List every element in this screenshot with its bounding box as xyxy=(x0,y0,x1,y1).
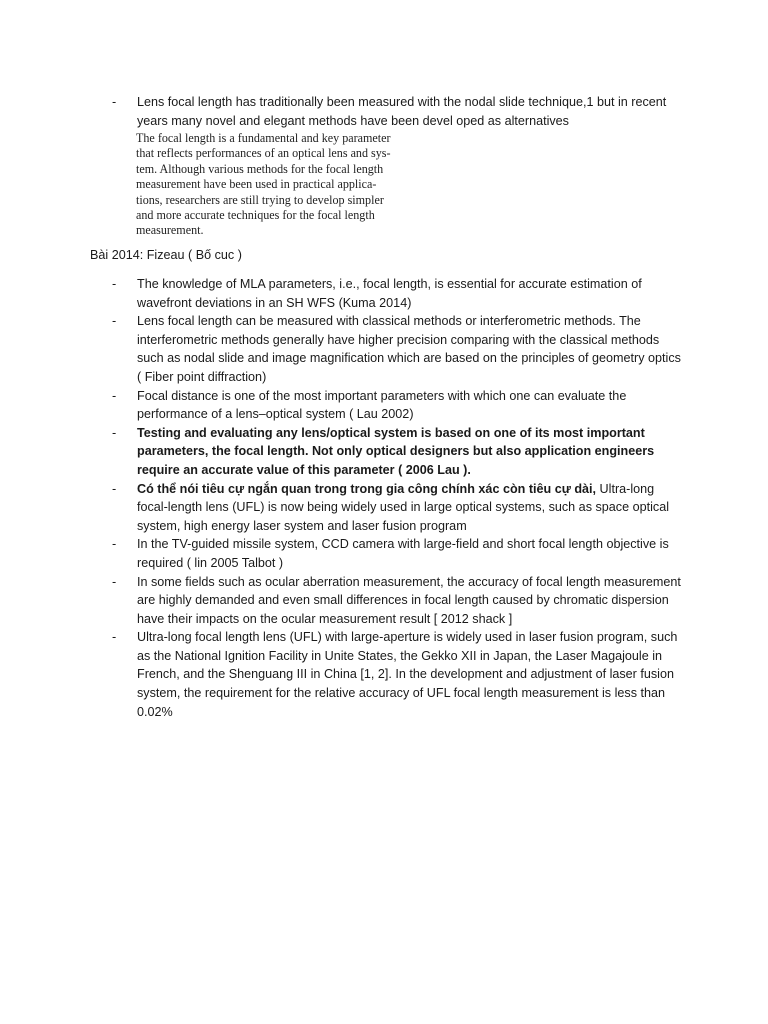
list-item-text: Focal distance is one of the most important parameters with which one can evaluate the performance of a lens–optical system ( Lau 2002) xyxy=(137,388,627,422)
list-item xyxy=(112,387,682,424)
excerpt-line: The focal length is a fundamental and key parameter xyxy=(136,131,391,145)
list-item-text: In some fields such as ocular aberration measurement, the accuracy of focal length measurement are highly demanded and even small differences in focal length caused by chromatic dispersion have their impacts on the ocular measurement result [ 2012 shack ] xyxy=(137,574,681,626)
list-item xyxy=(112,424,682,480)
excerpt-line: measurement have been used in practical applica- xyxy=(136,177,377,192)
excerpt-line: tions, researchers are still trying to develop simpler xyxy=(136,192,384,207)
intro-list xyxy=(112,93,682,130)
bullet-dash: - xyxy=(112,630,117,645)
excerpt-line: that reflects performances of an optical lens and sys- xyxy=(136,146,391,161)
list-item-text: Ultra-long focal-length lens (UFL) is now being widely used in large optical systems, such as space optical system, high energy laser system and laser fusion program xyxy=(137,481,669,533)
list-item xyxy=(112,628,682,721)
list-item xyxy=(112,93,682,130)
bullet-dash: - xyxy=(112,574,117,589)
list-item xyxy=(112,275,682,312)
bullet-dash: - xyxy=(112,537,117,552)
bullet-dash: - xyxy=(112,425,117,440)
quoted-excerpt-image xyxy=(136,131,436,239)
list-item xyxy=(112,480,682,536)
bullet-dash: - xyxy=(112,388,117,403)
list-item xyxy=(112,573,682,629)
excerpt-line: measurement. xyxy=(136,223,204,238)
list-item xyxy=(112,535,682,572)
bullet-dash: - xyxy=(112,95,117,109)
list-item-text: In the TV-guided missile system, CCD camera with large-field and short focal length objective is required ( lin 2005 Talbot ) xyxy=(137,537,669,570)
bullet-dash: - xyxy=(112,314,117,329)
list-item xyxy=(112,312,682,386)
bullet-dash: - xyxy=(112,277,117,291)
list-item-text: Lens focal length has traditionally been measured with the nodal slide technique,1 but in recent years many novel and elegant methods have been devel oped as alternatives xyxy=(137,95,667,128)
excerpt-line: and more accurate techniques for the focal length xyxy=(136,208,375,223)
list-item-bold-text: Có thể nói tiêu cự ngắn quan trong trong gia công chính xác còn tiêu cự dài, xyxy=(137,481,597,496)
section-heading: Bài 2014: Fizeau ( Bố cuc ) xyxy=(90,248,242,262)
excerpt-line: tem. Although various methods for the focal length xyxy=(136,161,384,176)
main-list xyxy=(112,275,682,721)
list-item-bold-text: Testing and evaluating any lens/optical system is based on one of its most important parameters, the focal length. Not only optical designers but also application engineers require an accurate value of this parameter ( 2006 Lau ). xyxy=(137,425,655,477)
list-item-text: Lens focal length can be measured with classical methods or interferometric methods. The interferometric methods generally have higher precision comparing with the classical methods such as nodal slide and image magnification which are based on the principles of geometry optics ( Fiber point diffraction) xyxy=(137,314,681,384)
list-item-text: Ultra-long focal length lens (UFL) with large-aperture is widely used in laser fusion program, such as the National Ignition Facility in Unite States, the Gekko XII in Japan, the Laser Magajoule in French, and the Shenguang III in China [1, 2]. In the development and adjustment of laser fusion system, the requirement for the relative accuracy of UFL focal length measurement is less than 0.02% xyxy=(137,630,678,719)
bullet-dash: - xyxy=(112,481,117,496)
list-item-text: The knowledge of MLA parameters, i.e., focal length, is essential for accurate estimation of wavefront deviations in an SH WFS (Kuma 2014) xyxy=(137,277,642,310)
